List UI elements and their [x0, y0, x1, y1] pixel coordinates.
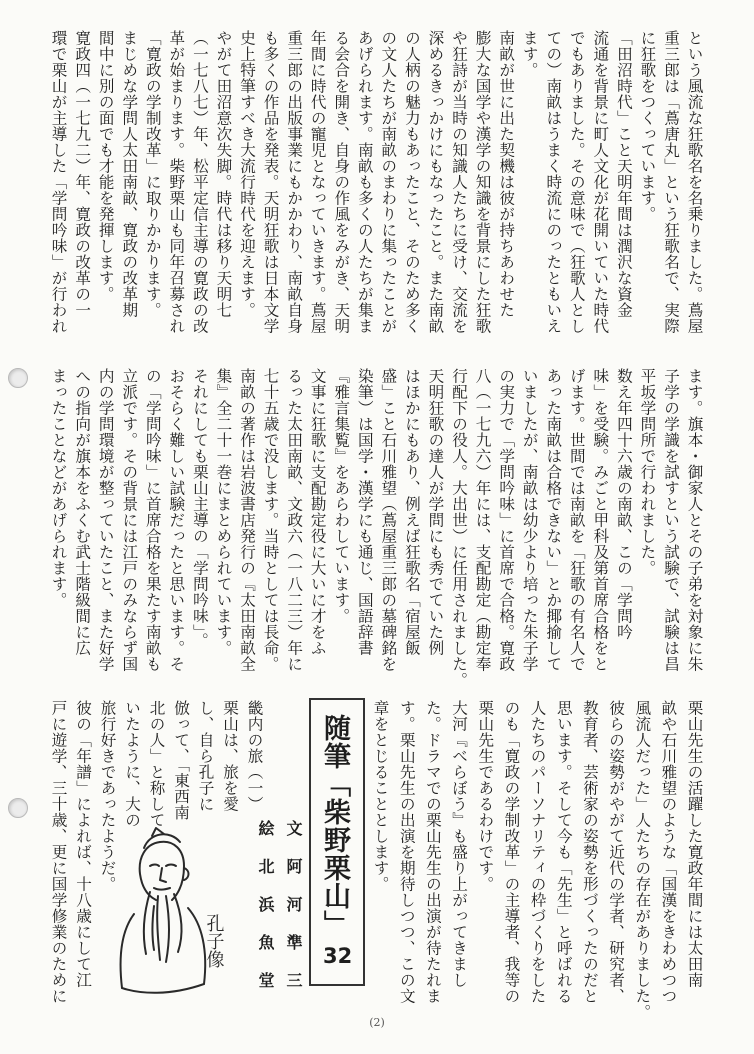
text-column: げます。世間では南畝を「狂歌の有名人で [567, 368, 586, 672]
text-column: 戸に遊学、三十歳、更に国学修業のために [49, 700, 68, 1004]
text-column: 彼の「年譜」によれば、十八歳にして江 [74, 700, 93, 988]
text-column: （一七八七）年、松平定信主導の寛政の改 [190, 30, 209, 334]
text-column: 重三郎は「蔦唐丸」という狂歌名で、実際 [662, 30, 681, 334]
text-column: やがて田沼意次失脚。時代は移り天明七 [214, 30, 233, 318]
text-column: 大河『べらぼう』も盛り上がってきまし [450, 700, 469, 988]
text-column: 畝や石川雅望のような「国漢をきわめつつ [659, 700, 678, 1004]
text-column: 風流人だった」人たちの存在がありました。 [633, 700, 652, 1020]
text-column: 八（一七九六）年には、支配勘定（勘定奉 [473, 368, 492, 672]
text-column: 数え年四十六歳の南畝、この「学問吟 [614, 368, 633, 640]
essay-series-number: 32 [323, 944, 353, 968]
text-column: のも「寛政の学制改革」の主導者、我等の [502, 700, 521, 1004]
text-column: 思います。そして今も「先生」と呼ばれる [554, 700, 573, 1004]
text-column: 重三郎の出版事業にもかかわり、南畝自身 [285, 30, 304, 334]
text-column: の実力で「学問吟味」に首席で合格。寛政 [497, 368, 516, 672]
text-column: まったことなどがあげられます。 [49, 368, 68, 608]
text-column: や狂詩が当時の知識人たちに受け、交流を [450, 30, 469, 334]
text-column: に狂歌をつくっています。 [638, 30, 657, 222]
text-column: 栗山は、旅を愛 [221, 700, 240, 812]
text-column: 「田沼時代」こと天明年間は潤沢な資金 [614, 30, 633, 318]
binder-hole [8, 798, 28, 818]
text-column: た。ドラマでの栗山先生の出演が待たれま [423, 700, 442, 1004]
text-column: 膨大な国学や漢学の知識を背景にした狂歌 [473, 30, 492, 334]
text-column: ます。 [520, 30, 539, 78]
text-column: 立派です。その背景には江戸のみならず国 [120, 368, 139, 672]
article-conclusion-band [371, 700, 704, 1020]
text-column: 旅行好きであったようだ。 [98, 700, 117, 892]
text-column: 『雅言集覧』をあらわしています。 [332, 368, 351, 624]
essay-title-box [309, 698, 365, 986]
text-column: 染筆）は国学・漢学にも通じ、国語辞書 [355, 368, 374, 656]
text-column: でもありました。その意味で（狂歌人とし [567, 30, 586, 334]
text-column: 天明狂歌の達人が学問にも秀でていた例 [426, 368, 445, 656]
text-column: はほかにもあり、例えば狂歌名「宿屋飯 [402, 368, 421, 656]
text-column: 七十五歳で没します。当時としては長命。 [261, 368, 280, 672]
text-column: いたように、大の [123, 700, 142, 828]
text-column: あった南畝は合格できない」とか揶揄して [544, 368, 563, 672]
text-column: 間中に別の面でも才能を発揮します。 [96, 30, 115, 302]
text-column: いましたが、南畝は幼少より培った朱子学 [520, 368, 539, 672]
text-column: 章をとじることとします。 [371, 700, 390, 892]
author-credit: 文 阿 河 準 三 [284, 820, 303, 991]
text-column: それにしても栗山主導の「学問吟味」。 [190, 368, 209, 649]
text-column: す。栗山先生の出演を期待しつつ、この文 [397, 700, 416, 1004]
text-column: ての）南畝はうまく時流にのったともいえ [544, 30, 563, 334]
text-column: 環で栗山が主導した「学問吟味」が行われ [49, 30, 68, 334]
text-column: 行配下の役人。大出世）に任用されました。 [450, 368, 469, 688]
text-column: 栗山先生の活躍した寛政年間には太田南 [685, 700, 704, 988]
text-column: への指向が旗本をふくむ武士階級間に広 [73, 368, 92, 656]
text-column: 南畝が世に出た契機は彼が持ちあわせた [497, 30, 516, 318]
text-column: 味」を受験。みごと甲科及第首席合格をと [591, 368, 610, 672]
text-column: 子学の学識を試すという試験で、試験は昌 [662, 368, 681, 672]
text-column: まじめな学問人太田南畝、寛政の改革期 [120, 30, 139, 318]
text-column: し、自ら孔子に [196, 700, 215, 812]
illustration-caption: 孔子像 [203, 914, 225, 968]
text-column: 盛」こと石川雅望（蔦屋重三郎の墓碑銘を [379, 368, 398, 672]
text-column: 内の学問環境が整っていたこと、また好学 [96, 368, 115, 672]
article-top-band [50, 30, 702, 348]
text-column: あげられます。南畝も多くの人たちが集ま [355, 30, 374, 334]
text-column: 畿内の旅（一） [245, 700, 264, 812]
page-number: (2) [369, 1016, 385, 1029]
text-column: という風流な狂歌名を名乗りました。蔦屋 [685, 30, 704, 334]
text-column: の文人たちが南畝のまわりに集ったことが [379, 30, 398, 334]
text-column: の人柄の魅力もあったこと、そのため多く [402, 30, 421, 334]
text-column: も多くの作品を発表。天明狂歌は日本文学 [261, 30, 280, 334]
text-column: 年間に時代の寵児となっていきます。蔦屋 [308, 30, 327, 334]
text-column: 教育者、芸術家の姿勢を形づくったのだと [580, 700, 599, 1004]
text-column: 平坂学問所で行われました。 [638, 368, 657, 576]
text-column: 文事に狂歌に支配勘定役に大いに才をふ [308, 368, 327, 656]
confucius-illustration [100, 822, 236, 1000]
article-middle-band [50, 368, 702, 686]
text-column: 史上特筆すべき大流行時代を迎えます。 [238, 30, 257, 318]
essay-title: 随筆「柴野栗山」 [319, 714, 350, 938]
text-column: 寛政四（一七九二）年、寛政の改革の一 [73, 30, 92, 318]
text-column: 彼らの姿勢がやがて近代の学者、研究者、 [607, 700, 626, 1004]
text-column: 倣って、「東西南 [172, 700, 191, 821]
text-column: 集』全二十一巻にまとめられています。 [214, 368, 233, 656]
text-column: 栗山先生であるわけです。 [476, 700, 495, 892]
text-column: おそらく難しい試験だったと思います。そ [167, 368, 186, 672]
illustrator-credit: 絵 北 浜 魚 堂 [256, 820, 275, 991]
text-column: ます。旗本・御家人とその子弟を対象に朱 [685, 368, 704, 672]
text-column: 人たちのパーソナリティの枠づくりをした [528, 700, 547, 1004]
text-column: の「学問吟味」に首席合格を果たす南畝も [143, 368, 162, 672]
text-column: 南畝の著作は岩波書店発行の『太田南畝全 [238, 368, 257, 672]
text-column: るった太田南畝、文政六（一八二三）年に [285, 368, 304, 672]
text-column: 革が始まります。柴野栗山も同年召募され [167, 30, 186, 334]
text-column: 流通を背景に町人文化が花開いていた時代 [591, 30, 610, 334]
text-column: 「寛政の学制改革」に取りかかります。 [143, 30, 162, 318]
text-column: 深めるきっかけにもなったこと。また南畝 [426, 30, 445, 334]
text-column: 北の人」と称して [147, 700, 166, 828]
binder-hole [8, 368, 28, 388]
text-column: る会合を開き、自身の作風をみがき、天明 [332, 30, 351, 334]
